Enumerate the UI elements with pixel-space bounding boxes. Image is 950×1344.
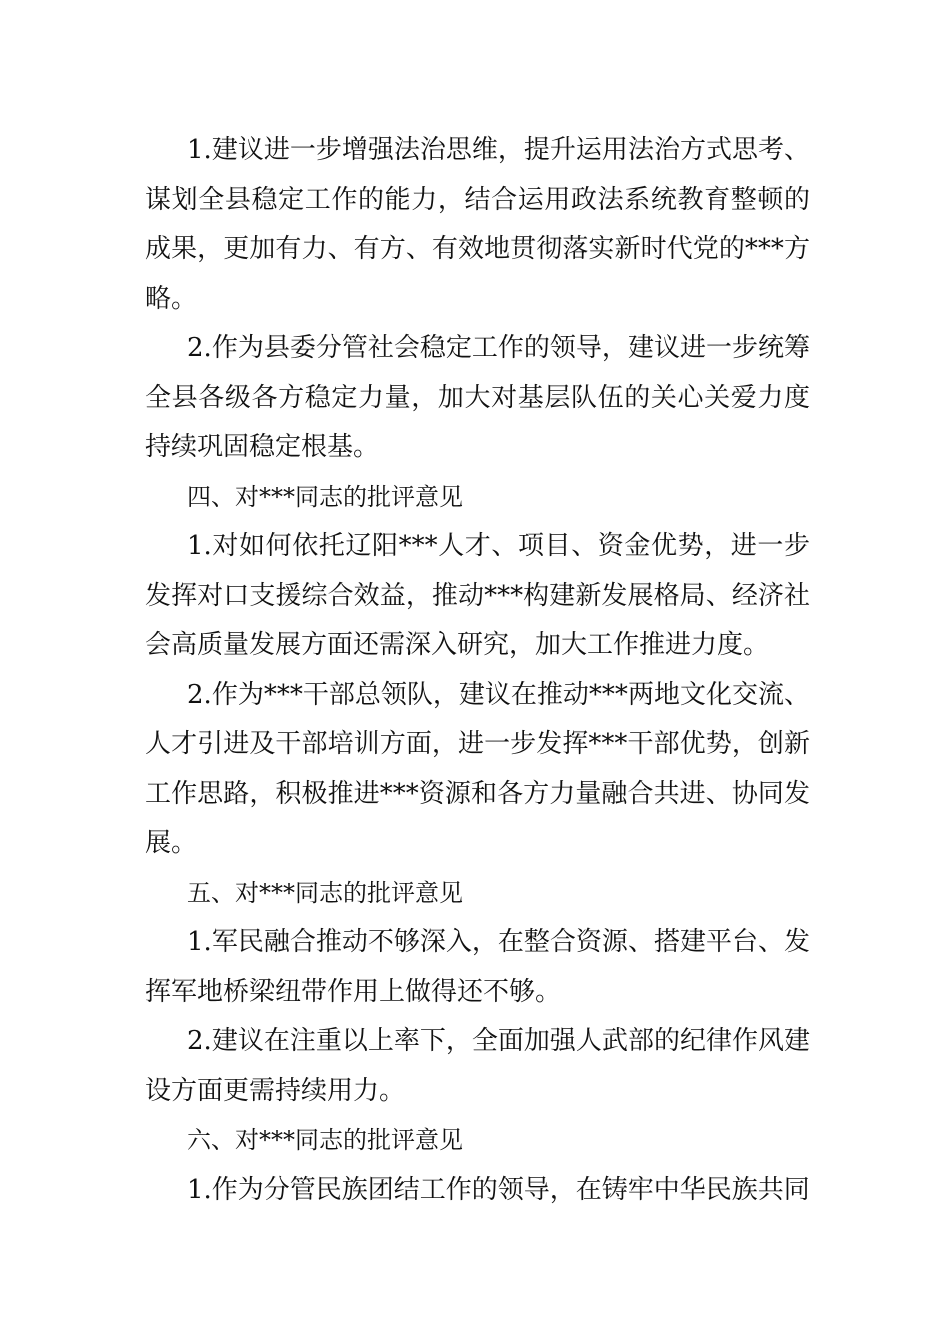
section-heading-5: 五、对***同志的批评意见 bbox=[187, 878, 463, 907]
document-body bbox=[145, 126, 810, 1215]
paragraph-section-4-item-2: 2.作为***干部总领队，建议在推动***两地文化交流、人才引进及干部培训方面，进一步发挥***干部优势，创新工作思路，积极推进***资源和各方力量融合共进、协同发展。 bbox=[145, 679, 810, 858]
paragraph-section-5-item-2: 2.建议在注重以上率下，全面加强人武部的纪律作风建设方面更需持续用力。 bbox=[145, 1026, 810, 1106]
paragraph-section-6-item-1: 1.作为分管民族团结工作的领导，在铸牢中华民族共同 bbox=[187, 1174, 810, 1205]
paragraph-section-5-item-1: 1.军民融合推动不够深入，在整合资源、搭建平台、发挥军地桥梁纽带作用上做得还不够。 bbox=[145, 927, 810, 1007]
paragraph-suggestion-2: 2.作为县委分管社会稳定工作的领导，建议进一步统筹全县各级各方稳定力量，加大对基层队伍的关心关爱力度持续巩固稳定根基。 bbox=[145, 333, 810, 462]
section-heading-6: 六、对***同志的批评意见 bbox=[187, 1126, 463, 1154]
section-heading-4: 四、对***同志的批评意见 bbox=[187, 482, 463, 511]
paragraph-suggestion-1: 1.建议进一步增强法治思维，提升运用法治方式思考、谋划全县稳定工作的能力，结合运用政法系统教育整顿的成果，更加有力、有方、有效地贯彻落实新时代党的***方略。 bbox=[145, 135, 810, 314]
paragraph-section-4-item-1: 1.对如何依托辽阳***人才、项目、资金优势，进一步发挥对口支援综合效益，推动***构建新发展格局、经济社会高质量发展方面还需深入研究，加大工作推进力度。 bbox=[145, 531, 810, 660]
